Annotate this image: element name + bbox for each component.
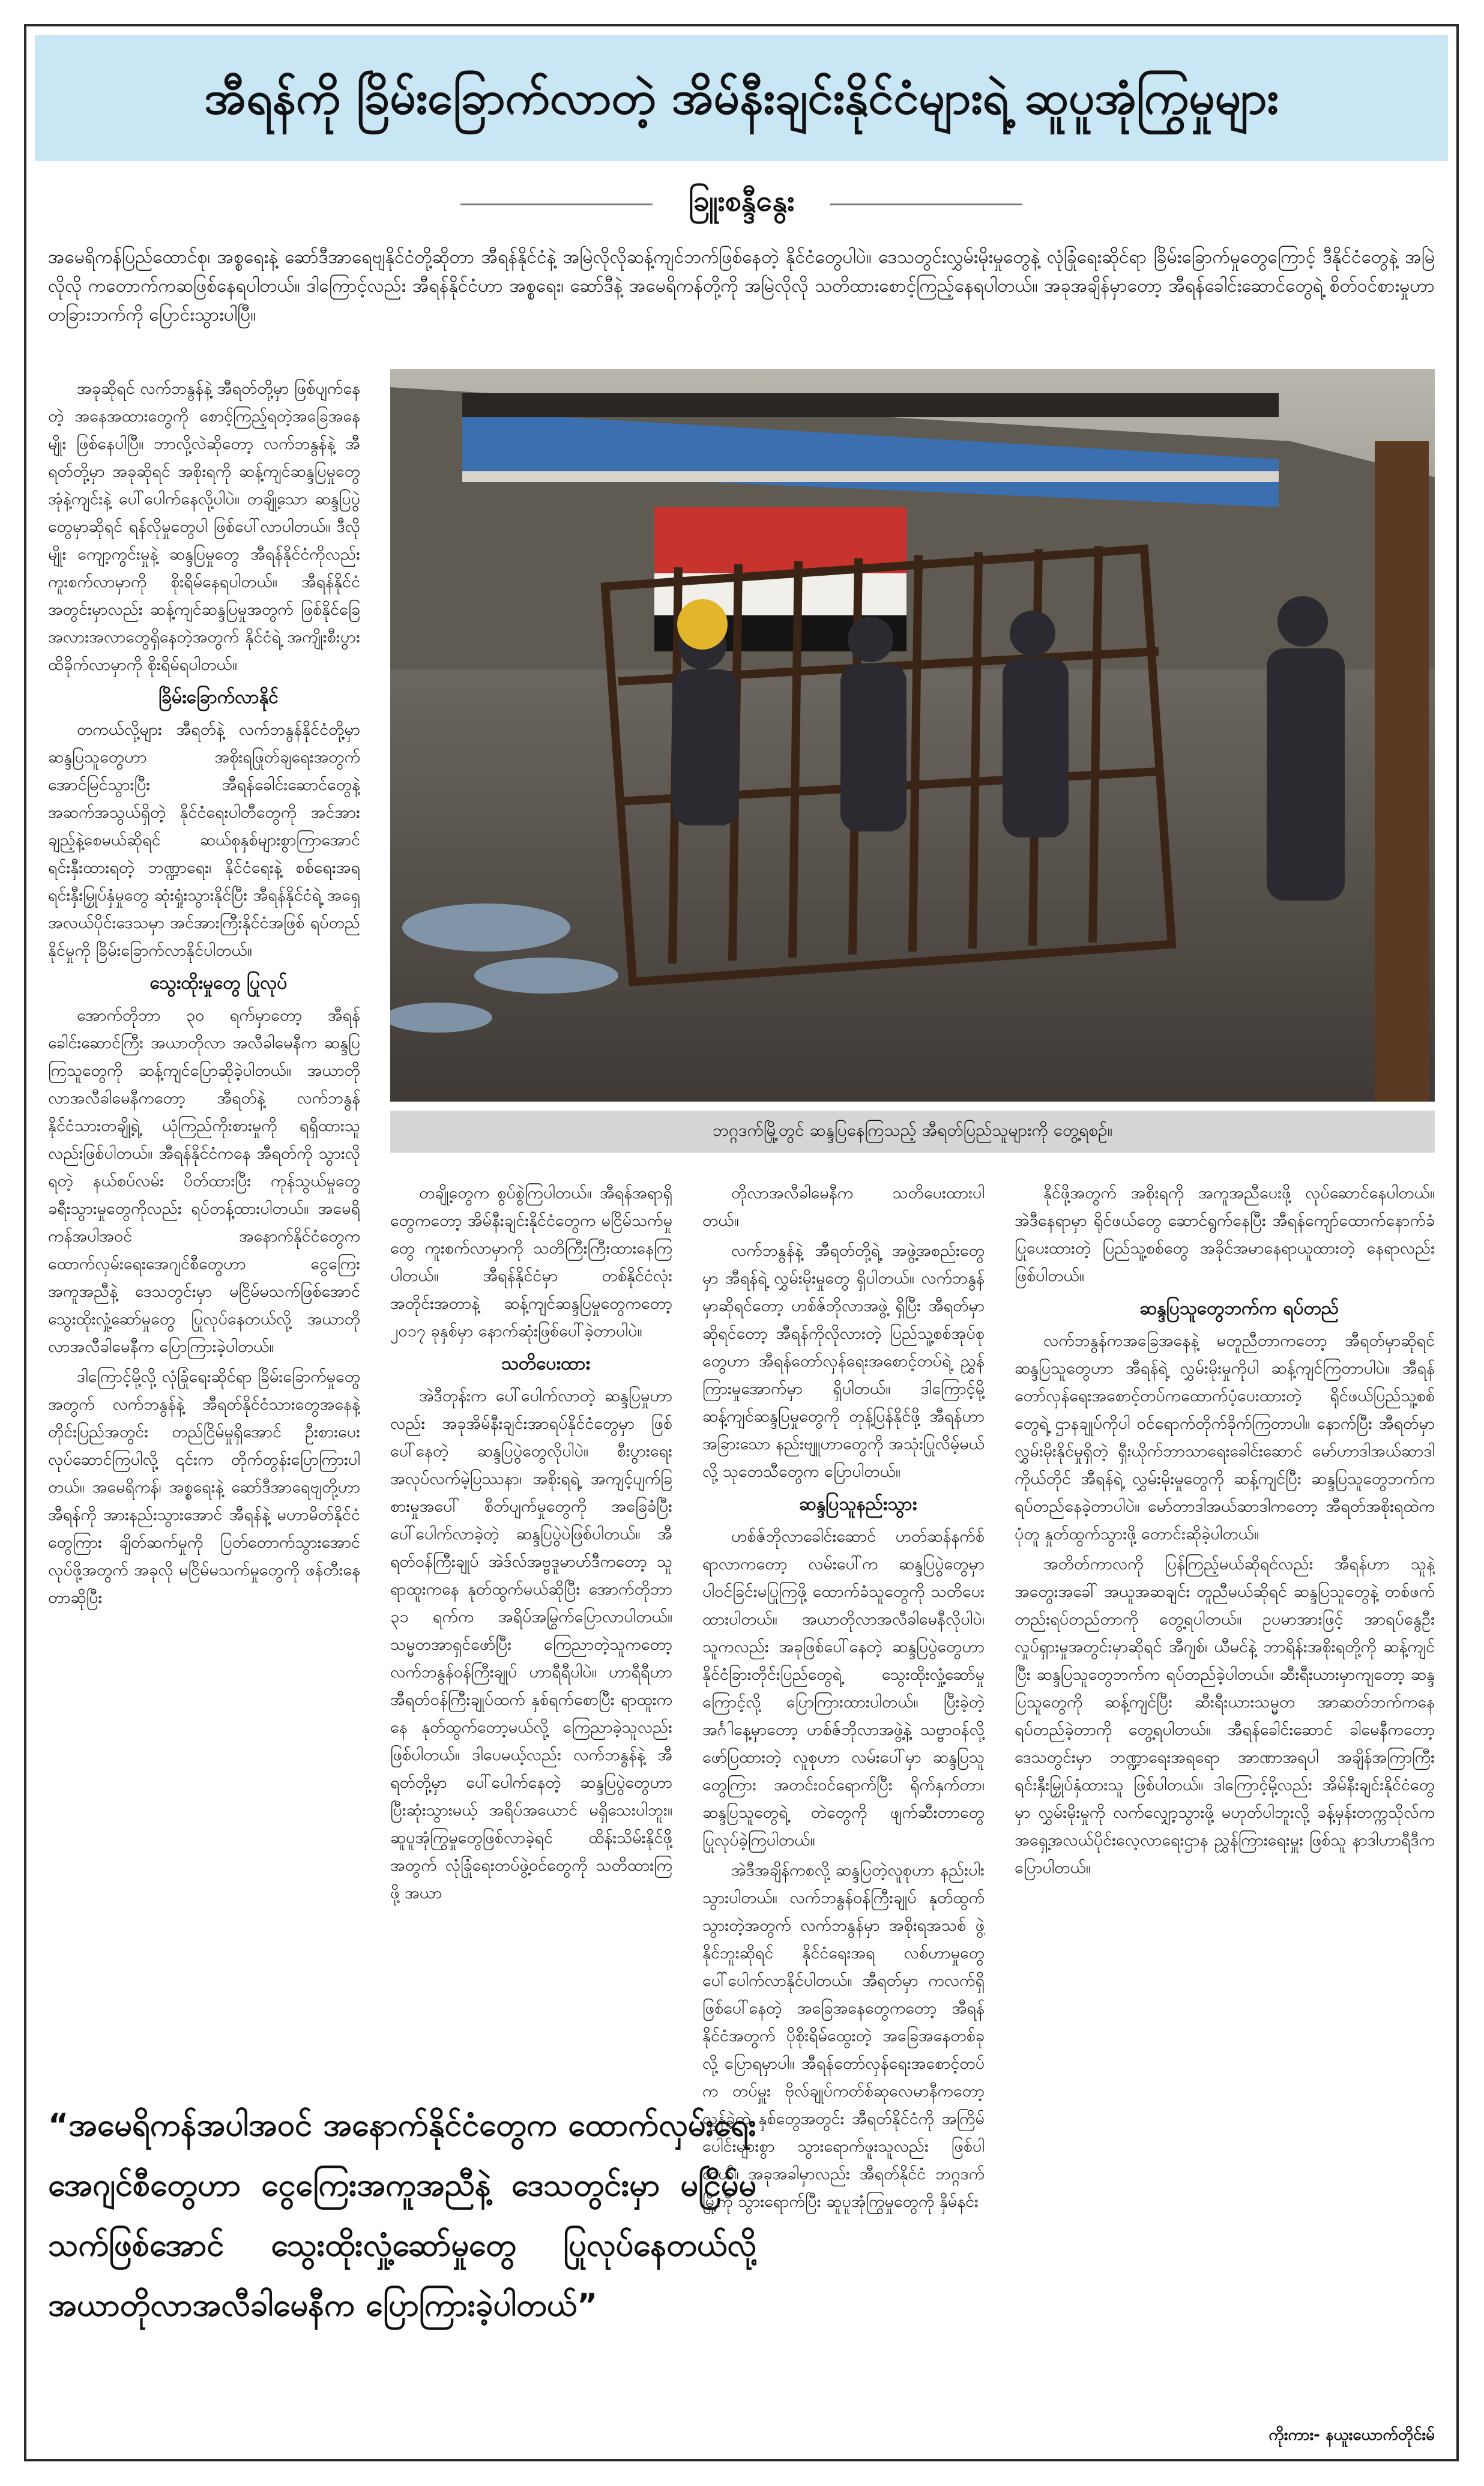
col2-paragraph: အဲဒီတုန်းက ပေါ်ပေါက်လာတဲ့ ဆန္ဒပြမှုဟာလည်း အခုအိမ်နီးချင်းအာရပ်နိုင်ငံတွေမှာ ဖြစ်ပေါ်နေတဲ့ ဆန္ဒပြပွဲတွေလိုပါပဲ။ စီးပွားရေး အလုပ်လက်မဲ့ပြဿနာ၊ အစိုးရရဲ့ အကျင့်ပျက်ခြစားမှုအပေါ် စိတ်ပျက်မှုတွေကို အခြေခံပြီး ပေါ်ပေါက်လာခဲ့တဲ့ ဆန္ဒပြပွဲပဲဖြစ်ပါတယ်။ အီရတ်ဝန်ကြီးချုပ် အဲဒ်လ်အဗ္ဗဒူမာဟ်ဒီကတော့ သူ ရာထူးကနေ နုတ်ထွက်မယ်ဆိုပြီး အောက်တိုဘာ ၃၁ ရက်က အရိပ်အမြွက်ပြောလာပါတယ်။ သမ္မတအာရှင်ဖော်ပြီး ကြေညာတဲ့သူကတော့ လက်ဘနွန်ဝန်ကြီးချုပ် ဟာရီရီပါပဲ။ ဟာရီရီဟာ အီရတ်ဝန်ကြီးချုပ်ထက် နှစ်ရက်စောပြီး ရာထူးကနေ နုတ်ထွက်တော့မယ်လို့ ကြေညာခဲ့သူလည်း ဖြစ်ပါတယ်။ ဒါပေမယ့်လည်း လက်ဘနွန်နဲ့ အီရတ်တို့မှာ ပေါ်ပေါက်နေတဲ့ ဆန္ဒပြပွဲတွေဟာ ပြီးဆုံးသွားမယ့် အရိပ်အယောင် မရှိသေးပါဘူး။ ဆူပူအုံကြွမှုတွေဖြစ်လာခဲ့ရင် ထိန်းသိမ်းနိုင်ဖို့အတွက် လုံခြုံရေးတပ်ဖွဲ့ဝင်တွေကို သတိထားကြဖို့ အယာ xyxy=(390,1387,672,1902)
col3-paragraph: အဲဒီအချိန်ကစလို့ ဆန္ဒပြတဲ့လူစုဟာ နည်းပါးသွားပါတယ်။ လက်ဘနွန်ဝန်ကြီးချုပ် နုတ်ထွက်သွားတဲ့အတွက် လက်ဘနွန်မှာ အစိုးရအသစ် ဖွဲ့နိုင်ဘူးဆိုရင် နိုင်ငံရေးအရ လစ်ဟာမှုတွေ ပေါ်ပေါက်လာနိုင်ပါတယ်။ အီရတ်မှာ ကလက်ရှိဖြစ်ပေါ်နေတဲ့ အခြေအနေတွေကတော့ အီရန်နိုင်ငံအတွက် ပိုစိုးရိမ်ထွေးတဲ့ အခြေအနေတစ်ခုလို့ ပြောရမှာပါ။ အီရန်တော်လှန်ရေးအစောင့်တပ်က တပ်မှူး ဗိုလ်ချုပ်ကတ်စ်ဆုလေမာနီကတော့ လွန်ခဲ့တဲ့ နှစ်တွေအတွင်း အီရတ်နိုင်ငံကို အကြိမ်ပေါင်းများစွာ သွားရောက်ဖူးသူလည်း ဖြစ်ပါတယ်။ အခုအခါမှာလည်း အီရတ်နိုင်ငံ ဘဂ္ဂဒက်မြို့ကို သွားရောက်ပြီး ဆူပူအုံကြွမှုတွေကို နှိမ်နင်း xyxy=(702,1861,985,2211)
col1-subheading: သွေးထိုးမှုတွေ ပြုလုပ် xyxy=(149,973,288,994)
col3-subheading: ဆန္ဒပြသူနည်းသွား xyxy=(798,1494,917,1515)
column-2 xyxy=(390,1180,672,2068)
column-1 xyxy=(48,375,360,2068)
col4-subheading: ဆန္ဒပြသူတွေဘက်က ရပ်တည် xyxy=(1139,1298,1339,1319)
byline-rule-right xyxy=(830,204,1022,205)
photo-caption: ဘဂ္ဂဒက်မြို့တွင် ဆန္ဒပြနေကြသည့် အီရတ်ပြည်သူများကို တွေ့ရစဉ်။ xyxy=(390,1111,1435,1153)
col4-paragraph: လက်ဘနွန်ကအခြေအနေနဲ့ မတူညီတာကတော့ အီရတ်မှာဆိုရင် ဆန္ဒပြသူတွေဟာ အီရန်ရဲ့ လွှမ်းမိုးမှုကိုပါ ဆန့်ကျင်ကြတာပါပဲ။ အီရန်တော်လှန်ရေးအစောင့်တပ်ကထောက်ပံ့ပေးထားတဲ့ ရိုင်ဖယ်ပြည်သူ့စစ်တွေရဲ့ ဌာနချုပ်ကိုပါ ဝင်ရောက်တိုက်ခိုက်ကြတာပါ။ နောက်ပြီး အီရတ်မှာ လွှမ်းမိုးနိုင်မှုရှိတဲ့ ရှီးယိုက်ဘာသာရေးခေါင်းဆောင် မော်ဟာဒါအယ်ဆာဒါကိုယ်တိုင် အီရန်ရဲ့ လွှမ်းမိုးမှုတွေကို ဆန့်ကျင်ပြီး ဆန္ဒပြသူတွေဘက်က ရပ်တည်နေခဲ့တာပါပဲ။ မော်တာဒါအယ်ဆာဒါကတော့ အီရတ်အစိုးရထဲက ပုံတူ နှုတ်ထွက်သွားဖို့ တောင်းဆိုခဲ့ပါတယ်။ xyxy=(1015,1332,1435,1543)
col1-paragraph: အခုဆိုရင် လက်ဘနွန်နဲ့ အီရတ်တို့မှာ ဖြစ်ပျက်နေတဲ့ အနေအထားတွေကို စောင့်ကြည့်ရတဲ့အခြေအနေမျိုး ဖြစ်နေပါပြီ။ ဘာလို့လဲဆိုတော့ လက်ဘနွန်နဲ့ အီရတ်တို့မှာ အခုဆိုရင် အစိုးရကို ဆန့်ကျင်ဆန္ဒပြမှုတွေ အုံနဲ့ကျင်းနဲ့ ပေါ်ပေါက်နေလို့ပါပဲ။ တချို့သော ဆန္ဒပြပွဲတွေမှာဆိုရင် ရန်လိုမှုတွေပါ ဖြစ်ပေါ်လာပါတယ်။ ဒီလိုမျိုး ကျော့ကွင်းမှုနဲ့ ဆန္ဒပြမှုတွေ အီရန်နိုင်ငံကိုလည်း ကူးစက်လာမှာကို စိုးရိမ်နေရပါတယ်။ အီရန်နိုင်ငံအတွင်းမှာလည်း ဆန့်ကျင်ဆန္ဒပြမှုအတွက် ဖြစ်နိုင်ခြေအလားအလာတွေရှိနေတဲ့အတွက် နိုင်ငံရဲ့ အကျိုးစီးပွားထိခိုက်လာမှာကို စိုးရိမ်ရပါတယ်။ xyxy=(48,379,360,674)
byline-rule-left xyxy=(460,204,653,205)
col1-paragraph: တကယ်လို့များ အီရတ်နဲ့ လက်ဘနွန်နိုင်ငံတို့မှာ ဆန္ဒပြသူတွေဟာ အစိုးရဖြုတ်ချရေးအတွက် အောင်မြင်သွားပြီး အီရန်ခေါင်းဆောင်တွေနဲ့ အဆက်အသွယ်ရှိတဲ့ နိုင်ငံရေးပါတီတွေကို အင်အားချည့်နဲ့စေမယ်ဆိုရင် ဆယ်စုနှစ်များစွာကြာအောင် ရင်းနှီးထားရတဲ့ ဘဏ္ဍာရေး၊ နိုင်ငံရေးနဲ့ စစ်ရေးအရ ရင်းနှီးမြှုပ်နှံမှုတွေ ဆုံးရှုံးသွားနိုင်ပြီး အီရန်နိုင်ငံရဲ့ အရှေ့အလယ်ပိုင်းဒေသမှာ အင်အားကြီးနိုင်ငံအဖြစ် ရပ်တည်နိုင်မှုကို ခြိမ်းခြောက်လာနိုင်ပါတယ်။ xyxy=(48,720,360,960)
col1-subheading: ခြိမ်းခြောက်လာနိုင် xyxy=(158,687,279,708)
headline-banner xyxy=(35,35,1448,161)
headline: အီရန်ကို ခြိမ်းခြောက်လာတဲ့ အိမ်နီးချင်းနိုင်ငံများရဲ့ ဆူပူအုံကြွမှုများ xyxy=(204,71,1279,125)
col3-paragraph: ဟစ်ဇ်ဘိုလာခေါင်းဆောင် ဟတ်ဆန်နက်စ်ရာလာကတော့ လမ်းပေါ်က ဆန္ဒပြပွဲတွေမှာ ပါဝင်ခြင်းမပြုကြဖို့ ထောက်ခံသူတွေကို သတိပေးထားပါတယ်။ အယာတိုလာအလီခါမေနီလိုပါပဲ၊ သူကလည်း အခုဖြစ်ပေါ်နေတဲ့ ဆန္ဒပြပွဲတွေဟာ နိုင်ငံခြားတိုင်းပြည်တွေရဲ့ သွေးထိုးလှုံ့ဆော်မှုကြောင့်လို့ ပြောကြားထားပါတယ်။ ပြီးခဲ့တဲ့အင်္ဂါနေ့မှာတော့ ဟစ်ဇ်ဘိုလာအဖွဲ့နဲ့ သဗ္ဗာဝန်လို့ ဖော်ပြထားတဲ့ လူစုဟာ လမ်းပေါ်မှာ ဆန္ဒပြသူတွေကြား အတင်းဝင်ရောက်ပြီး ရိုက်နှက်တာ၊ ဆန္ဒပြသူတွေရဲ့ တဲတွေကို ဖျက်ဆီးတာတွေ ပြုလုပ်ခဲ့ကြပါတယ်။ xyxy=(702,1527,985,1850)
byline-row xyxy=(35,180,1448,228)
col2-paragraph: တချို့တွေက စွပ်စွဲကြပါတယ်။ အီရန်အရာရှိတွေကတော့ အိမ်နီးချင်းနိုင်ငံတွေက မငြိမ်သက်မှုတွေ ကူးစက်လာမှာကို သတိကြီးကြီးထားနေကြပါတယ်။ အီရန်နိုင်ငံမှာ တစ်နိုင်ငံလုံးအတိုင်းအတာနဲ့ ဆန့်ကျင်ဆန္ဒပြမှုတွေကတော့ ၂၀၁၇ ခုနှစ်မှာ နောက်ဆုံးဖြစ်ပေါ်ခဲ့တာပါပဲ။ xyxy=(390,1184,672,1341)
source-credit: ကိုးကား- နယူးယောက်တိုင်းမ် xyxy=(1268,2426,1435,2444)
byline: ခြူးစန္ဒီနွေး xyxy=(688,184,795,218)
pull-quote: “အမေရိကန်အပါအဝင် အနောက်နိုင်ငံတွေက ထောက်လှမ်းရေးအေဂျင်စီတွေဟာ ငွေကြေးအကူအညီနဲ့ ဒေသတွင်းမှာ မငြိမ်မသက်ဖြစ်အောင် သွေးထိုးလှုံ့ဆော်မှုတွေ ပြုလုပ်နေတယ်လို့ အယာတိုလာအလီခါမေနီက ပြောကြားခဲ့ပါတယ်” xyxy=(48,2107,756,2323)
col4-paragraph: နိုင်ဖို့အတွက် အစိုးရကို အကူအညီပေးဖို့ လုပ်ဆောင်နေပါတယ်။ အဲဒီနေရာမှာ ရိုင်ဖယ်တွေ ဆောင်ရွက်နေပြီး အီရန်ကျော်ထောက်နောက်ခံပြုပေးထားတဲ့ ပြည်သူ့စစ်တွေ အခိုင်အမာနေရာယူထားတဲ့ နေရာလည်း ဖြစ်ပါတယ်။ xyxy=(1015,1184,1435,1285)
col1-paragraph: အောက်တိုဘာ ၃၀ ရက်မှာတော့ အီရန်ခေါင်းဆောင်ကြီး အယာတိုလာ အလီခါမေနီက ဆန္ဒပြကြသူတွေကို ဆန့်ကျင်ပြောဆိုခဲ့ပါတယ်။ အယာတိုလာအလီခါမေနီကတော့ အီရတ်နဲ့ လက်ဘနွန်နိုင်ငံသားတချို့ရဲ့ ယုံကြည်ကိုးစားမှုကို ရရှိထားသူလည်းဖြစ်ပါတယ်။ အီရန်နိုင်ငံကနေ အီရတ်ကို သွားလိုရတဲ့ နယ်စပ်လမ်း ပိတ်ထားပြီး ကုန်သွယ်မှုတွေ ခရီးသွားမှုတွေကိုလည်း ရပ်တန့်ထားပါတယ်။ အမေရိကန်အပါအဝင် အနောက်နိုင်ငံတွေက ထောက်လှမ်းရေးအေဂျင်စီတွေဟာ ငွေကြေးအကူအညီနဲ့ ဒေသတွင်းမှာ မငြိမ်မသက်ဖြစ်အောင် သွေးထိုးလှုံ့ဆော်မှုတွေ ပြုလုပ်နေတယ်လို့ အယာတိုလာအလီခါမေနီက ပြောကြားခဲ့ပါတယ်။ xyxy=(48,1006,360,1356)
col2-subheading: သတိပေးထား xyxy=(501,1353,591,1374)
col3-paragraph: လက်ဘနွန်နဲ့ အီရတ်တို့ရဲ့ အဖွဲ့အစည်းတွေမှာ အီရန်ရဲ့ လွှမ်းမိုးမှုတွေ ရှိပါတယ်။ လက်ဘနွန်မှာဆိုရင်တော့ ဟစ်ဇ်ဘိုလာအဖွဲ့ ရှိပြီး အီရတ်မှာဆိုရင်တော့ အီရန်ကိုလိုလားတဲ့ ပြည်သူ့စစ်အုပ်စုတွေဟာ အီရန်တော်လှန်ရေးအစောင့်တပ်ရဲ့ ညွှန်ကြားမှုအောက်မှာ ရှိပါတယ်။ ဒါကြောင့်မို့ ဆန့်ကျင်ဆန္ဒပြမှုတွေကို တုန့်ပြန်နိုင်ဖို့ အီရန်ဟာ အခြားသော နည်းဗျူဟာတွေကို အသုံးပြုလိမ့်မယ်လို့ သုတေသီတွေက ပြောပါတယ်။ xyxy=(702,1241,985,1481)
protest-photo-illustration xyxy=(390,369,1435,1102)
lead-paragraph: အမေရိကန်ပြည်ထောင်စု၊ အစ္စရေးနဲ့ ဆော်ဒီအာရေဗျနိုင်ငံတို့ဆိုတာ အီရန်နိုင်ငံနဲ့ အမြဲလိုလိုဆန့်ကျင်ဘက်ဖြစ်နေတဲ့ နိုင်ငံတွေပါပဲ။ ဒေသတွင်းလွှမ်းမိုးမှုတွေနဲ့ လုံခြုံရေးဆိုင်ရာ ခြိမ်းခြောက်မှုတွေကြောင့် ဒီနိုင်ငံတွေနဲ့ အမြဲလိုလို ကတောက်ကဆဖြစ်နေရပါတယ်။ ဒါကြောင့်လည်း အီရန်နိုင်ငံဟာ အစ္စရေး၊ ဆော်ဒီနဲ့ အမေရိကန်တို့ကို အမြဲလိုလို သတိထားစောင့်ကြည့်နေရပါတယ်။ အခုအချိန်မှာတော့ အီရန်ခေါင်းဆောင်တွေရဲ့ စိတ်ဝင်စားမှုဟာ တခြားဘက်ကို ပြောင်းသွားပါပြီ။ xyxy=(48,247,1435,325)
column-4 xyxy=(1015,1180,1435,2422)
col3-paragraph: တိုလာအလီခါမေနီက သတိပေးထားပါတယ်။ xyxy=(702,1184,985,1230)
col1-paragraph: ဒါကြောင့်မို့လို့ လုံခြုံရေးဆိုင်ရာ ခြိမ်းခြောက်မှုတွေအတွက် လက်ဘနွန်နဲ့ အီရတ်နိုင်ငံသားတွေအနေနဲ့ တိုင်းပြည်အတွင်း တည်ငြိမ်မှုရှိအောင် ဦးစားပေးလုပ်ဆောင်ကြပါလို့ ၎င်းက တိုက်တွန်းပြောကြားပါတယ်။ အမေရိကန်၊ အစ္စရေးနဲ့ ဆော်ဒီအာရေဗျတို့ဟာ အီရန်ကို အားနည်းသွားအောင် အီရန်နဲ့ မဟာမိတ်နိုင်ငံတွေကြား ချိတ်ဆက်မှုကို ပြတ်တောက်သွားအောင် လုပ်ဖို့အတွက် အခုလို မငြိမ်မသက်မှုတွေကို ဖန်တီးနေတာဆိုပြီး xyxy=(48,1368,360,1607)
protest-photo xyxy=(390,369,1435,1102)
col4-paragraph: အတိတ်ကာလကို ပြန်ကြည့်မယ်ဆိုရင်လည်း အီရန်ဟာ သူနဲ့ အတွေးအခေါ် အယူအဆချင်း တူညီမယ်ဆိုရင် ဆန္ဒပြသူတွေနဲ့ တစ်ဖက်တည်းရပ်တည်တာကို တွေ့ရပါတယ်။ ဥပမာအားဖြင့် အာရပ်နွေဦးလှုပ်ရှားမှုအတွင်းမှာဆိုရင် အီဂျစ်၊ ယီမင်နဲ့ ဘာရိန်းအစိုးရတို့ကို ဆန့်ကျင်ပြီး ဆန္ဒပြသူတွေဘက်က ရပ်တည်ခဲ့ပါတယ်။ ဆီးရီးယားမှာကျတော့ ဆန္ဒပြသူတွေကို ဆန့်ကျင်ပြီး ဆီးရီးယားသမ္မတ အာဆတ်ဘက်ကနေ ရပ်တည်ခဲ့တာကို တွေ့ရပါတယ်။ အီရန်ခေါင်းဆောင် ခါမေနီကတော့ ဒေသတွင်းမှာ ဘဏ္ဍာရေးအရရော အာဏာအရပါ အချိန်အကြာကြီး ရင်းနှီးမြှုပ်နှံထားသူ ဖြစ်ပါတယ်။ ဒါကြောင့်မို့လည်း အိမ်နီးချင်းနိုင်ငံတွေမှာ လွှမ်းမိုးမှုကို လက်လျှော့သွားဖို့ မဟုတ်ပါဘူးလို့ ခန့်မှန်းတက္ကသိုလ်က အရှေ့အလယ်ပိုင်းလေ့လာရေးဌာန ညွှန်ကြားရေးမှူး ဖြစ်သူ နာဒါဟာရီဒီက ပြောပါတယ်။ xyxy=(1015,1555,1435,1877)
